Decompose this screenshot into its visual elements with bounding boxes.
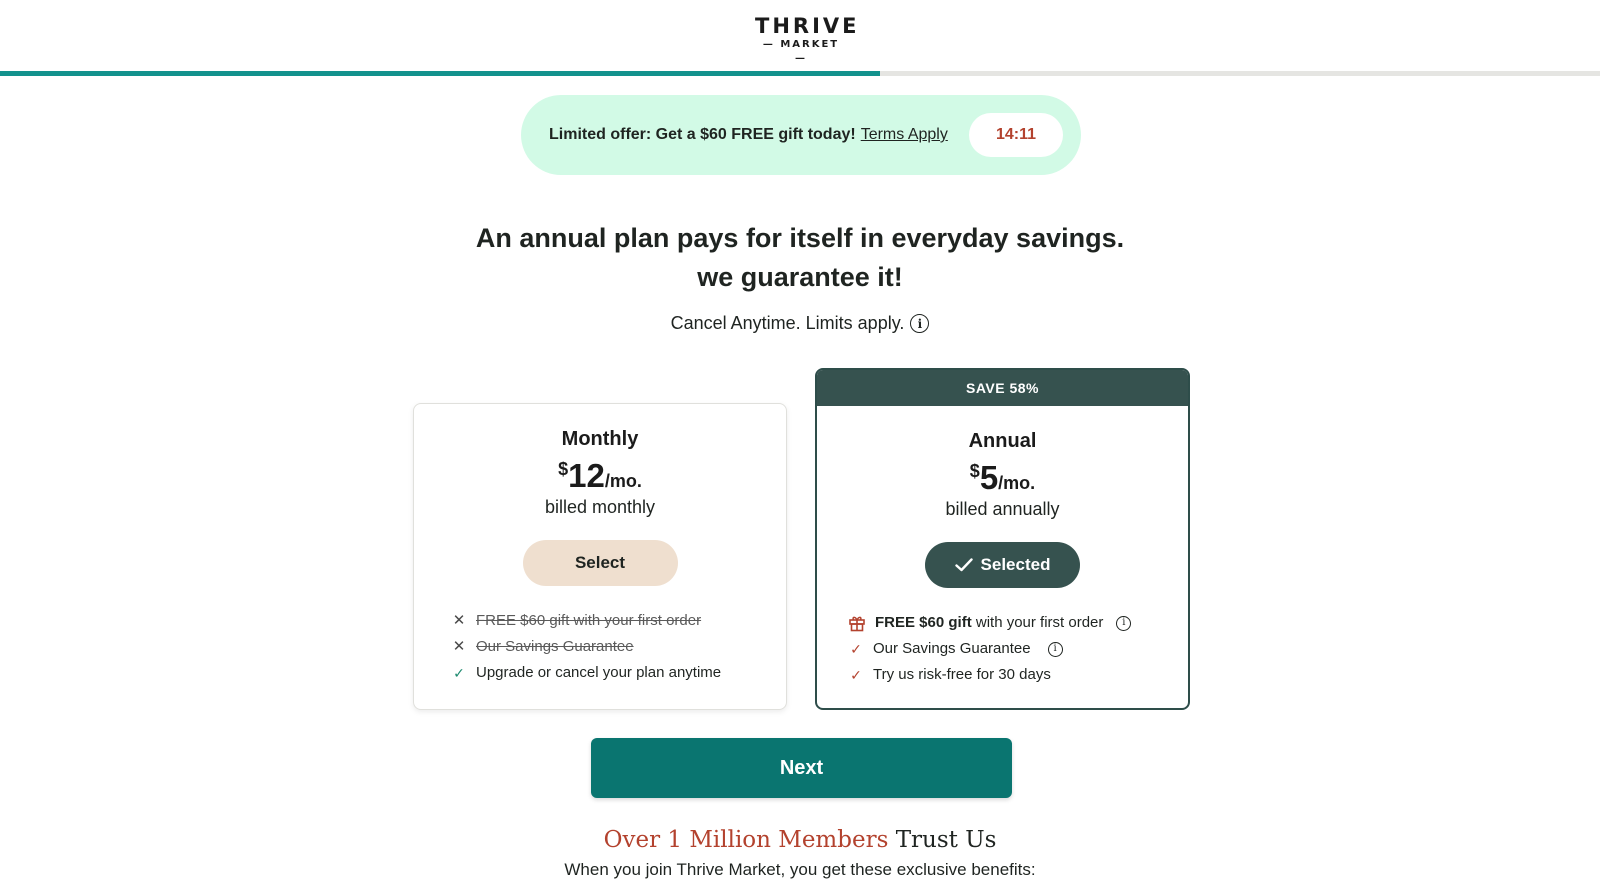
feature-text: Our Savings Guarantee <box>476 638 634 655</box>
logo-wordmark: THRIVE <box>755 14 860 38</box>
save-badge: SAVE 58% <box>817 370 1188 406</box>
feature-list <box>817 610 1188 688</box>
price-amount: 5 <box>979 459 999 496</box>
price-period: /mo. <box>998 473 1036 493</box>
plan-name: Annual <box>968 430 1037 452</box>
plan-card-annual[interactable] <box>815 368 1190 710</box>
countdown-timer: 14:11 <box>969 113 1063 157</box>
feature-text: Our Savings Guarantee <box>873 640 1031 657</box>
price-currency: $ <box>558 459 569 479</box>
feature-text: Try us risk-free for 30 days <box>873 666 1051 683</box>
price-period: /mo. <box>604 471 642 491</box>
plan-price <box>414 457 786 495</box>
billing-cycle: billed annually <box>945 499 1060 519</box>
info-icon[interactable]: i <box>1048 642 1063 657</box>
feature-item <box>848 662 1188 688</box>
page-headline <box>400 219 1200 297</box>
cancel-anytime-note <box>400 313 1200 334</box>
plan-price <box>817 459 1188 497</box>
info-icon[interactable]: i <box>1116 616 1131 631</box>
selected-label: Selected <box>980 555 1051 574</box>
progress-bar <box>0 71 1600 76</box>
feature-list <box>414 608 786 686</box>
select-monthly-button[interactable]: Select <box>523 540 678 586</box>
headline-line-1: An annual plan pays for itself in everyday savings. <box>475 223 1125 253</box>
thrive-market-logo[interactable] <box>755 14 860 64</box>
subline-text: Cancel Anytime. Limits apply. <box>670 313 905 333</box>
check-icon: ✓ <box>453 665 465 681</box>
trust-heading-accent: Over 1 Million Members <box>603 827 889 853</box>
feature-item <box>848 636 1188 662</box>
feature-item <box>848 610 1188 636</box>
terms-apply-link[interactable]: Terms Apply <box>860 126 948 143</box>
gift-icon <box>848 614 866 632</box>
check-icon: ✓ <box>850 667 862 683</box>
feature-text: FREE $60 gift with your first order <box>476 612 702 629</box>
billing-cycle: billed monthly <box>544 497 656 517</box>
feature-item <box>451 608 786 634</box>
limited-offer-banner <box>521 95 1081 175</box>
feature-text: Upgrade or cancel your plan anytime <box>476 664 722 681</box>
trust-subheading: When you join Thrive Market, you get these exclusive benefits: <box>564 860 1036 879</box>
offer-text: Limited offer: Get a $60 FREE gift today! <box>549 126 856 143</box>
trust-heading-rest: Trust Us <box>895 827 997 853</box>
info-icon[interactable]: i <box>910 314 929 333</box>
price-currency: $ <box>969 461 980 481</box>
selected-annual-button[interactable] <box>925 542 1080 588</box>
trust-heading <box>400 827 1200 853</box>
check-icon: ✓ <box>850 641 862 657</box>
plan-card-monthly[interactable] <box>413 403 787 710</box>
plan-name: Monthly <box>561 428 639 450</box>
gift-rest-text: with your first order <box>975 614 1104 631</box>
check-icon <box>955 558 973 572</box>
feature-item <box>451 634 786 660</box>
feature-item <box>451 660 786 686</box>
close-icon: ✕ <box>452 612 466 629</box>
price-amount: 12 <box>568 457 605 494</box>
logo-subtitle: — MARKET — <box>762 39 840 64</box>
headline-line-2: we guarantee it! <box>697 262 903 292</box>
feature-text <box>875 610 1103 636</box>
progress-bar-fill <box>0 71 880 76</box>
next-button[interactable]: Next <box>591 738 1012 798</box>
gift-bold-text: FREE $60 gift <box>875 614 972 631</box>
close-icon: ✕ <box>452 638 466 655</box>
